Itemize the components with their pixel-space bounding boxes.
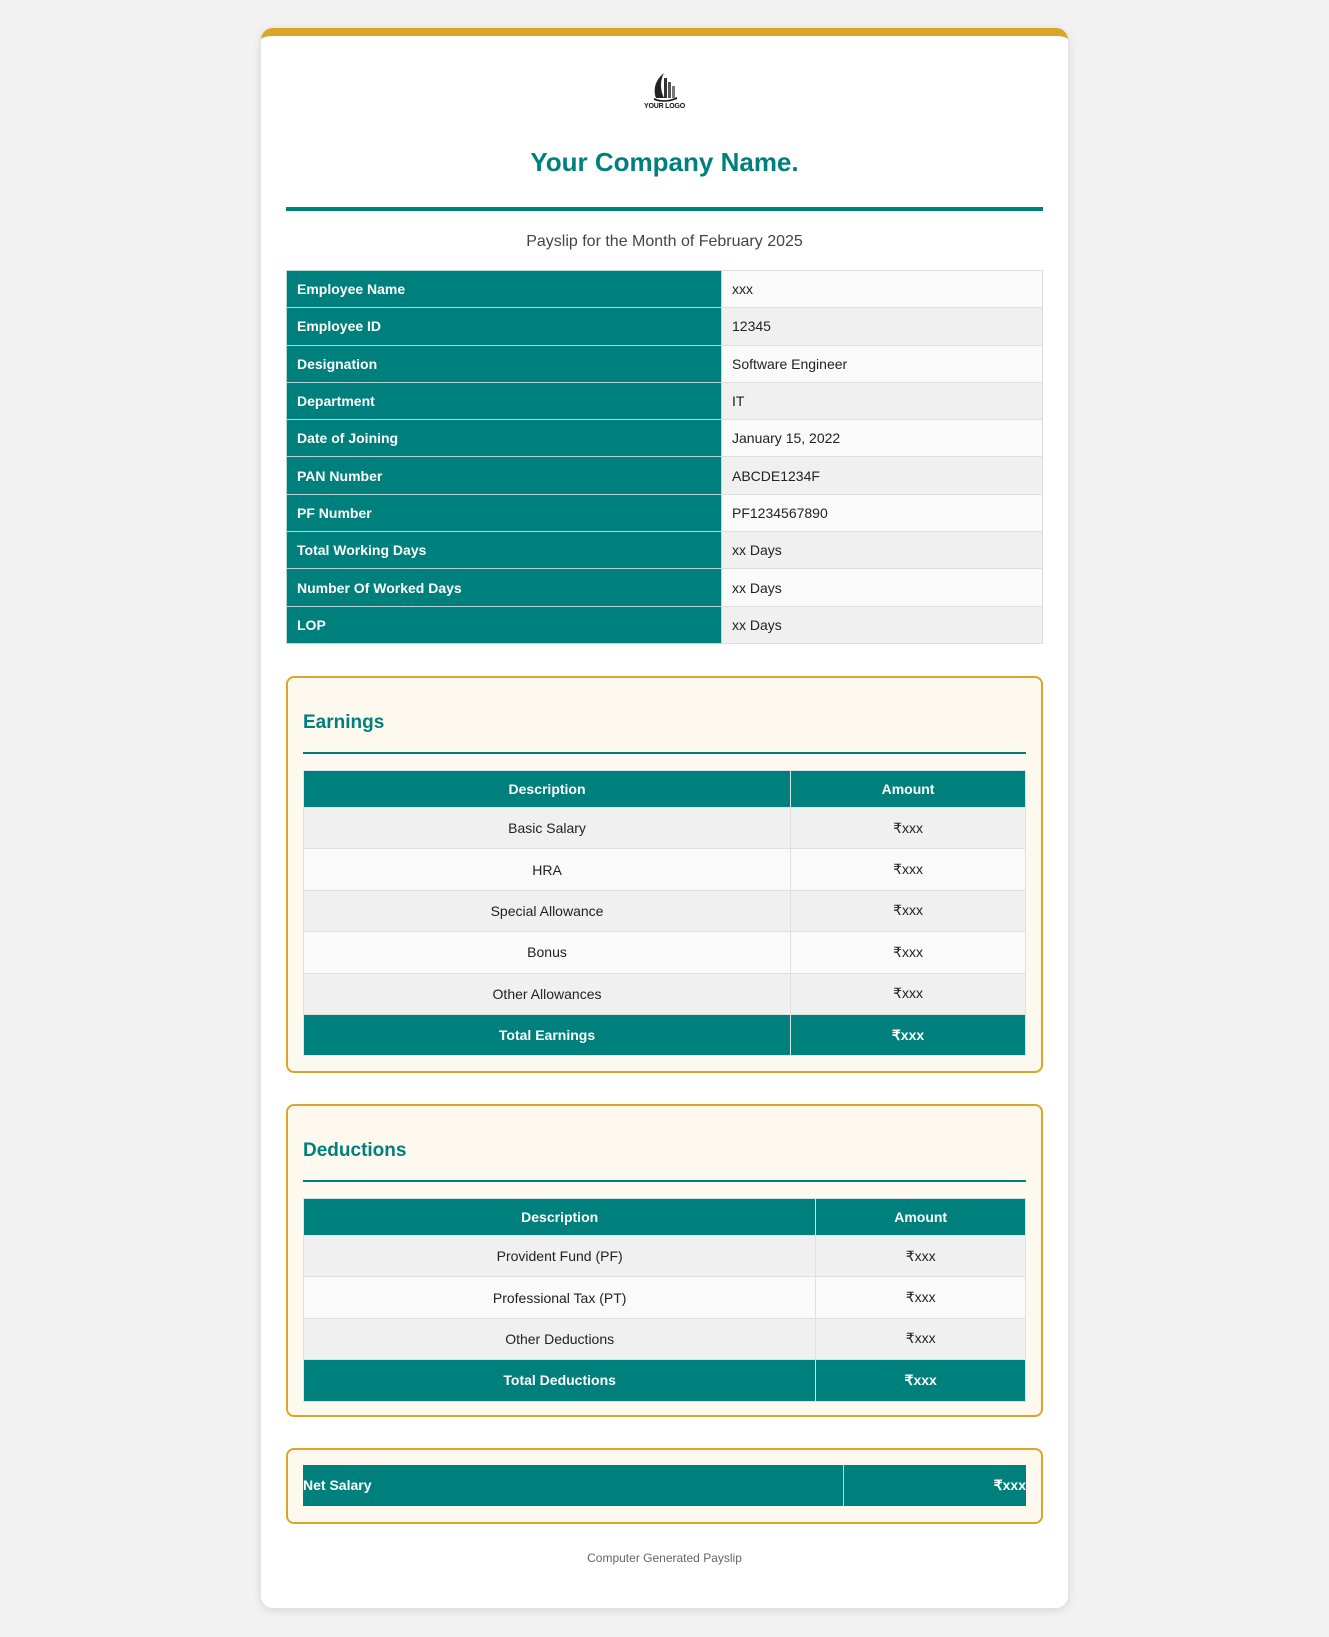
deductions-title: Deductions [303,1139,407,1161]
row-description: Bonus [304,932,791,973]
table-row [304,849,1026,890]
table-row [304,890,1026,931]
earnings-title: Earnings [303,711,385,733]
table-header-row [304,770,1026,807]
field-value: xx Days [722,606,1043,643]
field-label: Date of Joining [287,420,722,457]
field-label: Designation [287,345,722,382]
row-description: Professional Tax (PT) [304,1277,816,1318]
field-value: xx Days [722,569,1043,606]
total-deductions-row [304,1360,1026,1401]
field-label: Employee Name [287,271,722,308]
field-value: PF1234567890 [722,494,1043,531]
column-header-description: Description [304,770,791,807]
table-row [304,1235,1026,1276]
total-earnings-row [304,1014,1026,1055]
table-row [287,271,1043,308]
total-deductions-amount: ₹xxx [816,1360,1026,1401]
row-description: Other Deductions [304,1318,816,1359]
field-label: Department [287,382,722,419]
field-label: Employee ID [287,308,722,345]
section-divider [303,1180,1026,1182]
field-label: Total Working Days [287,532,722,569]
row-description: Special Allowance [304,890,791,931]
table-row [304,807,1026,848]
deductions-table [303,1198,1026,1402]
total-deductions-label: Total Deductions [304,1360,816,1401]
row-amount: ₹xxx [816,1318,1026,1359]
logo-text: YOUR LOGO [644,103,685,110]
earnings-table [303,770,1026,1056]
field-value: 12345 [722,308,1043,345]
payslip-subtitle: Payslip for the Month of February 2025 [526,233,803,250]
row-description: Basic Salary [304,807,791,848]
table-row [287,532,1043,569]
table-row [287,308,1043,345]
table-row [287,494,1043,531]
table-row [304,1318,1026,1359]
table-row [287,569,1043,606]
table-row [287,420,1043,457]
company-name: Your Company Name. [530,147,799,177]
table-row [304,1277,1026,1318]
row-amount: ₹xxx [791,807,1026,848]
net-salary-amount: ₹xxx [843,1465,1026,1506]
column-header-amount: Amount [791,770,1026,807]
field-value: ABCDE1234F [722,457,1043,494]
table-row [287,382,1043,419]
table-header-row [304,1198,1026,1235]
row-amount: ₹xxx [791,890,1026,931]
net-salary-section [286,1448,1043,1524]
table-row [287,606,1043,643]
row-description: Other Allowances [304,973,791,1014]
header-divider [286,207,1043,211]
net-salary-row [303,1465,1026,1506]
earnings-section [286,676,1043,1073]
total-earnings-label: Total Earnings [304,1014,791,1055]
employee-info-table [286,270,1043,644]
field-value: xx Days [722,532,1043,569]
field-value: xxx [722,271,1043,308]
field-label: PF Number [287,494,722,531]
table-row [304,973,1026,1014]
row-amount: ₹xxx [791,932,1026,973]
net-salary-label: Net Salary [303,1465,843,1506]
section-divider [303,752,1026,754]
column-header-description: Description [304,1198,816,1235]
net-salary-table [303,1465,1026,1506]
row-description: HRA [304,849,791,890]
field-value: January 15, 2022 [722,420,1043,457]
row-amount: ₹xxx [816,1277,1026,1318]
row-description: Provident Fund (PF) [304,1235,816,1276]
field-label: PAN Number [287,457,722,494]
column-header-amount: Amount [816,1198,1026,1235]
payslip-card [261,28,1068,1608]
table-row [304,932,1026,973]
footer-note: Computer Generated Payslip [587,1550,742,1565]
deductions-section [286,1104,1043,1417]
building-logo-icon [652,70,678,102]
row-amount: ₹xxx [816,1235,1026,1276]
field-value: IT [722,382,1043,419]
field-label: Number Of Worked Days [287,569,722,606]
table-row [287,345,1043,382]
row-amount: ₹xxx [791,973,1026,1014]
table-row [287,457,1043,494]
total-earnings-amount: ₹xxx [791,1014,1026,1055]
field-value: Software Engineer [722,345,1043,382]
company-logo [286,70,1043,120]
row-amount: ₹xxx [791,849,1026,890]
field-label: LOP [287,606,722,643]
